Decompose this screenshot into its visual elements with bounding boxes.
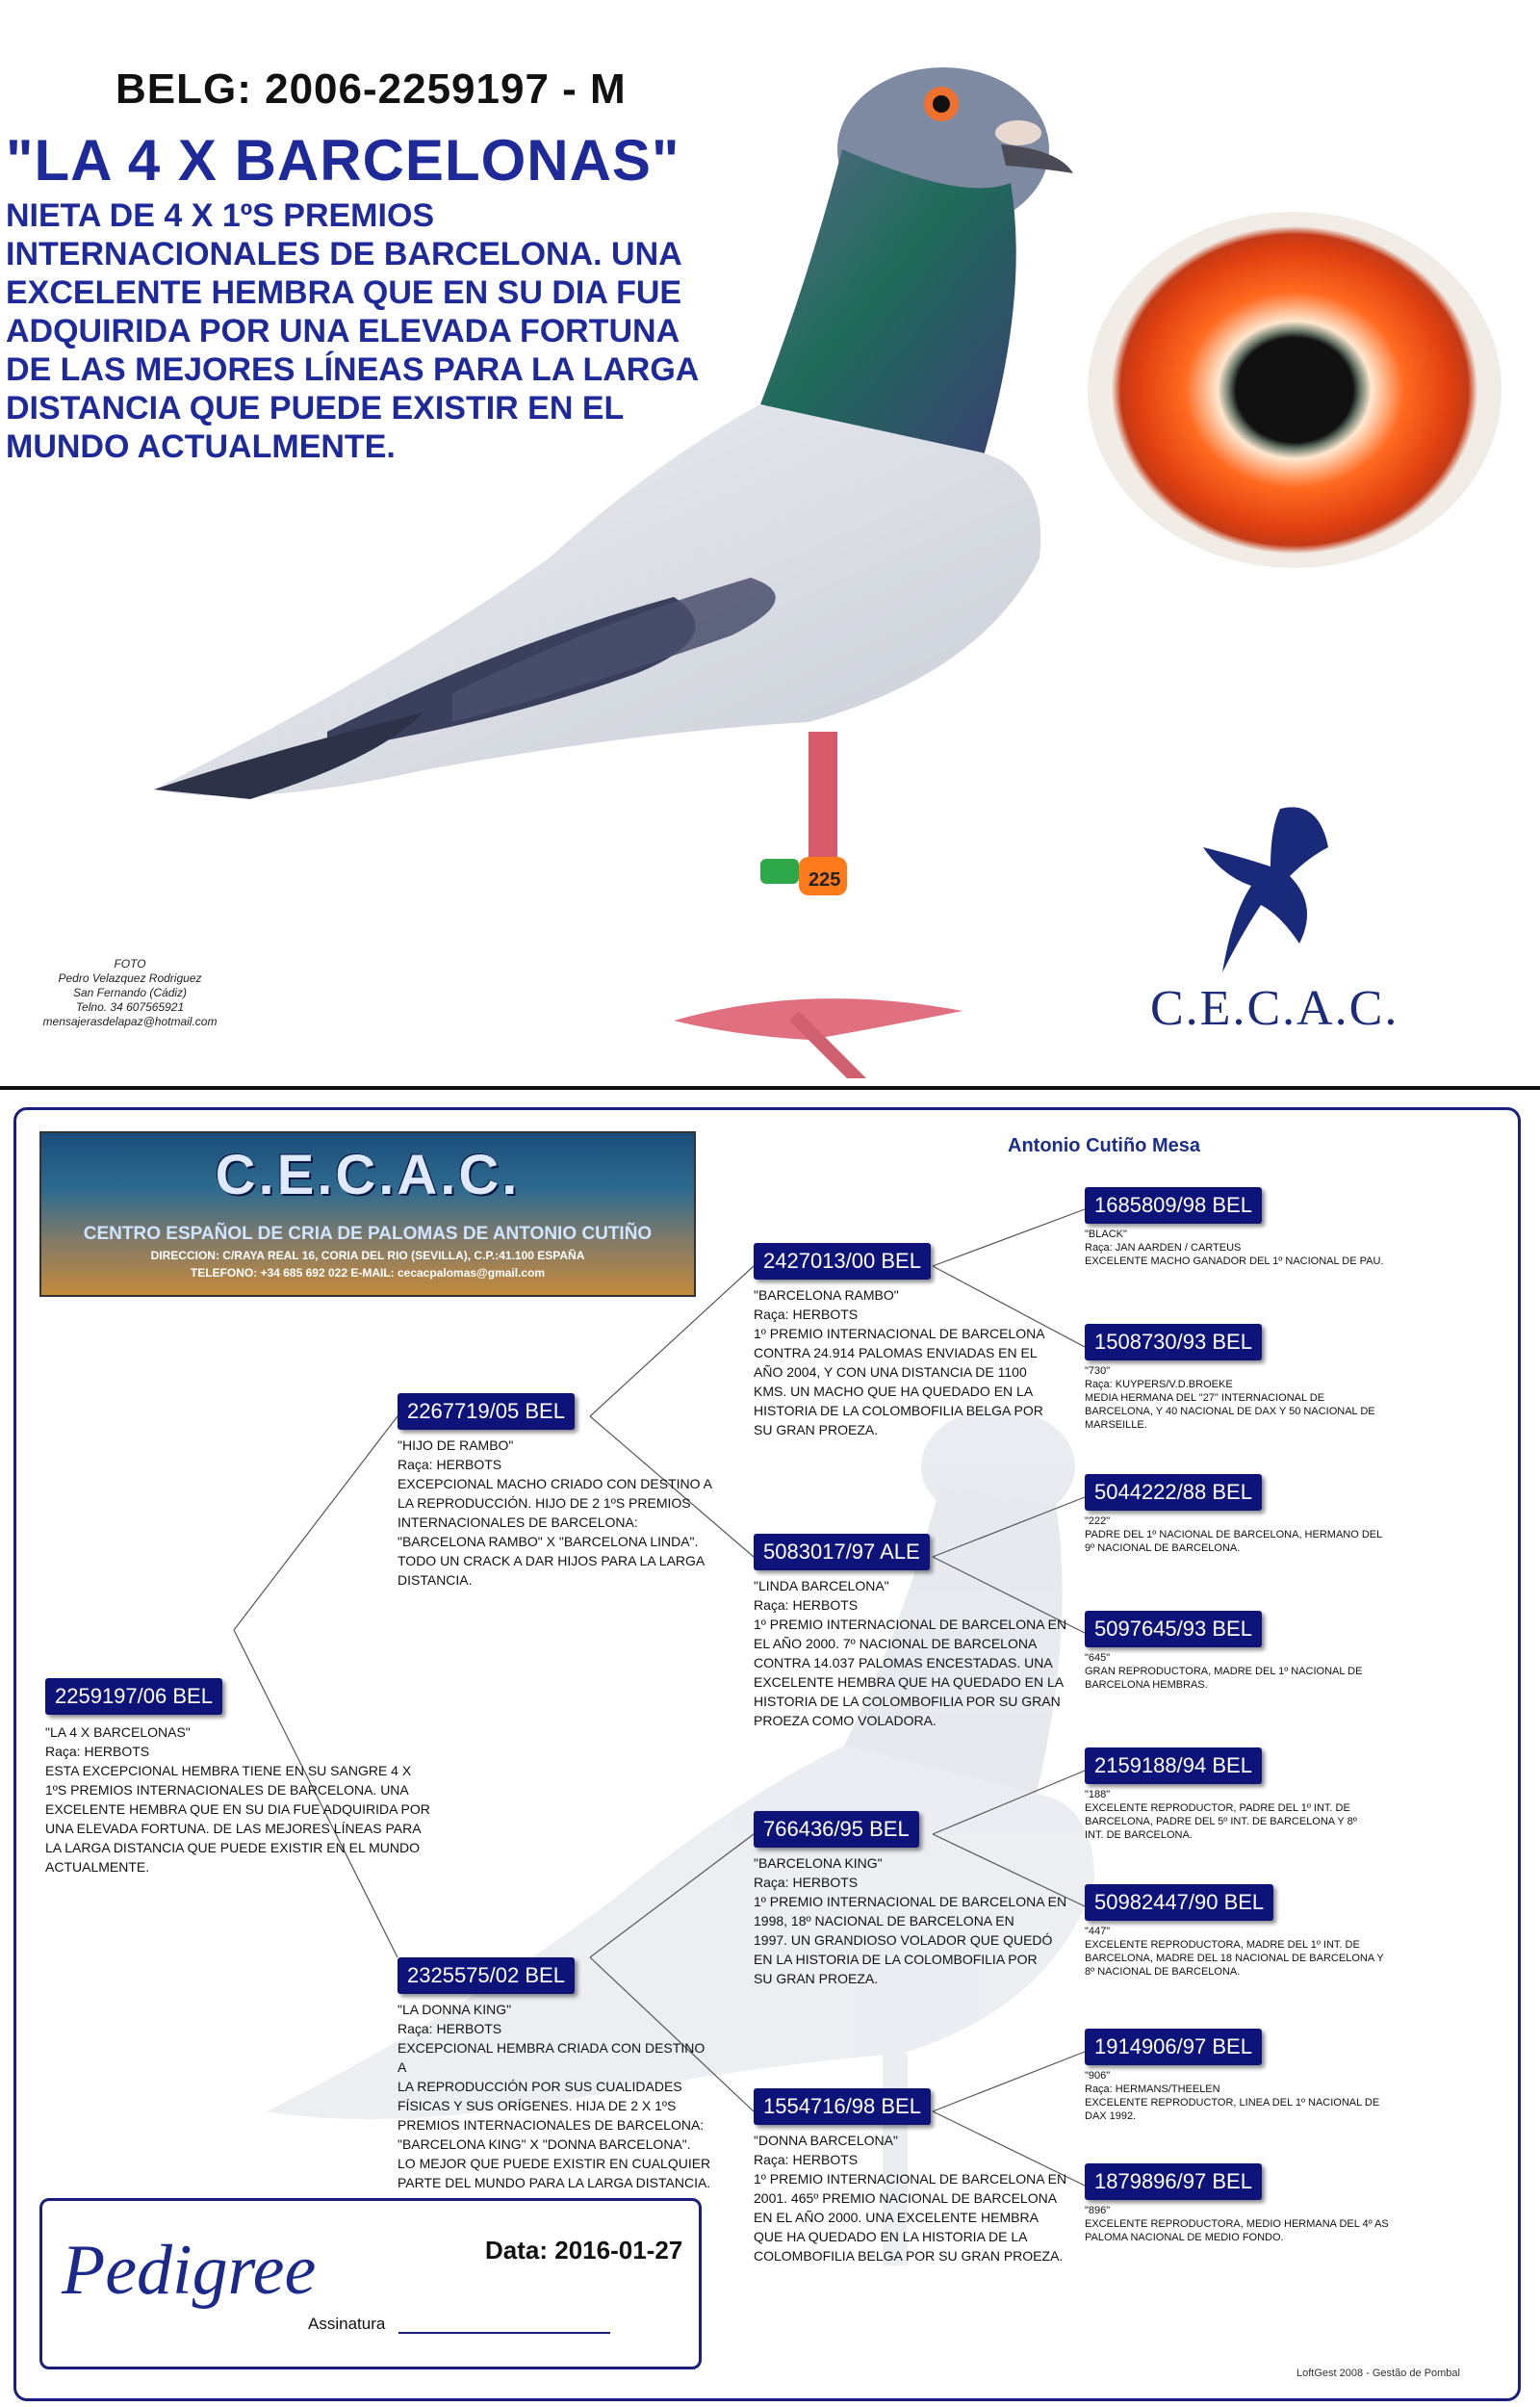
sss-info xyxy=(1085,1228,1479,1268)
info-line: PREMIOS INTERNACIONALES DE BARCELONA: xyxy=(398,2117,705,2133)
info-line: INTERNACIONALES DE BARCELONA: xyxy=(398,1514,638,1530)
info-line: "BARCELONA RAMBO" X "BARCELONA LINDA". xyxy=(398,1534,699,1549)
info-line: Raça: HERBOTS xyxy=(754,1875,859,1890)
sire-ring[interactable]: 2267719/05 BEL xyxy=(398,1393,575,1430)
poster xyxy=(0,0,1540,1088)
info-line: "730" xyxy=(1085,1365,1111,1377)
info-line: "896" xyxy=(1085,2205,1111,2216)
info-line: 1º PREMIO INTERNACIONAL DE BARCELONA EN xyxy=(754,2171,1067,2187)
eye-closeup xyxy=(1078,202,1511,578)
info-line: TODO UN CRACK A DAR HIJOS PARA LA LARGA xyxy=(398,1553,706,1568)
dds-ring[interactable]: 1914906/97 BEL xyxy=(1085,2029,1262,2065)
banner-title: C.E.C.A.C. xyxy=(215,1144,521,1206)
info-line: "BLACK" xyxy=(1085,1229,1127,1240)
info-line: "BARCELONA KING" xyxy=(754,1855,883,1871)
info-line: INT. DE BARCELONA. xyxy=(1085,1829,1193,1841)
info-line: Raça: HERBOTS xyxy=(754,1307,859,1322)
dd-ring[interactable]: 1554716/98 BEL xyxy=(754,2088,931,2125)
info-line: KMS. UN MACHO QUE HA QUEDADO EN LA xyxy=(754,1384,1034,1399)
info-line: LO MEJOR QUE PUEDE EXISTIR EN CUALQUIER xyxy=(398,2156,711,2171)
info-line: CONTRA 14.037 PALOMAS ENCESTADAS. UNA xyxy=(754,1655,1053,1670)
info-line: LA REPRODUCCIÓN. HIJO DE 2 1ºS PREMIOS xyxy=(398,1495,691,1511)
divider xyxy=(0,1086,1540,1090)
dam-ring[interactable]: 2325575/02 BEL xyxy=(398,1957,575,1994)
info-line: BARCELONA, Y 40 NACIONAL DE DAX Y 50 NACIONAL DE xyxy=(1085,1406,1375,1417)
description-line: NIETA DE 4 X 1ºS PREMIOS xyxy=(6,197,435,234)
info-line: 1º PREMIO INTERNACIONAL DE BARCELONA xyxy=(754,1326,1045,1341)
info-line: 1º PREMIO INTERNACIONAL DE BARCELONA EN xyxy=(754,1617,1067,1632)
info-line: MARSEILLE. xyxy=(1085,1419,1147,1431)
pedigree-script-title: Pedigree xyxy=(62,2231,317,2310)
owner-name: Antonio Cutiño Mesa xyxy=(1008,1135,1200,1156)
info-line: "BARCELONA RAMBO" xyxy=(754,1287,899,1303)
info-line: Raça: HERBOTS xyxy=(754,2152,859,2167)
date-label: Data: 2016-01-27 xyxy=(485,2236,683,2265)
info-line: SU GRAN PROEZA. xyxy=(754,1422,879,1437)
sire-info xyxy=(398,1436,715,1590)
dam-info xyxy=(398,2000,715,2192)
info-line: EXCELENTE REPRODUCTORA, MEDIO HERMANA DEL 4º AS xyxy=(1085,2218,1389,2230)
info-line: "645" xyxy=(1085,1652,1111,1664)
info-line: QUE HA QUEDADO EN LA HISTORIA DE LA xyxy=(754,2229,1028,2244)
info-line: EXCELENTE REPRODUCTOR, LINEA DEL 1º NACIONAL DE xyxy=(1085,2097,1380,2109)
sdd-ring[interactable]: 5097645/93 BEL xyxy=(1085,1611,1262,1647)
info-line: EXCELENTE HEMBRA QUE EN SU DIA FUE ADQUIRIDA POR xyxy=(45,1801,430,1817)
signature-label: Assinatura xyxy=(308,2315,386,2333)
root-info xyxy=(45,1722,469,1876)
info-line: "188" xyxy=(1085,1789,1111,1800)
banner-subtitle: CENTRO ESPAÑOL DE CRIA DE PALOMAS DE ANTONIO CUTIÑO xyxy=(83,1224,653,1244)
signature-box xyxy=(39,2198,702,2369)
dsd-ring[interactable]: 50982447/90 BEL xyxy=(1085,1884,1273,1921)
info-line: HISTORIA DE LA COLOMBOFILIA POR SU GRAN xyxy=(754,1694,1061,1709)
photo-credit-line: Pedro Velazquez Rodriguez xyxy=(58,971,202,985)
sds-ring[interactable]: 5044222/88 BEL xyxy=(1085,1474,1262,1511)
info-line: PROEZA COMO VOLADORA. xyxy=(754,1713,937,1728)
description-line: MUNDO ACTUALMENTE. xyxy=(6,428,396,465)
info-line: DAX 1992. xyxy=(1085,2110,1137,2122)
sdd-info xyxy=(1085,1651,1479,1692)
info-line: "BARCELONA KING" X "DONNA BARCELONA". xyxy=(398,2136,691,2152)
info-line: DISTANCIA. xyxy=(398,1572,473,1588)
info-line: EL AÑO 2000. 7º NACIONAL DE BARCELONA xyxy=(754,1636,1038,1651)
description-line: ADQUIRIDA POR UNA ELEVADA FORTUNA xyxy=(6,313,680,349)
ring-band-text: 225 xyxy=(808,869,841,891)
info-line: "LINDA BARCELONA" xyxy=(754,1578,889,1593)
sss-ring[interactable]: 1685809/98 BEL xyxy=(1085,1187,1262,1224)
sd-info xyxy=(754,1576,1071,1730)
info-line: LA LARGA DISTANCIA QUE PUEDE EXISTIR EN EL MUNDO xyxy=(45,1840,420,1855)
info-line: 2001. 465º PREMIO NACIONAL DE BARCELONA xyxy=(754,2190,1058,2206)
sd-ring[interactable]: 5083017/97 ALE xyxy=(754,1534,930,1570)
ss-ring[interactable]: 2427013/00 BEL xyxy=(754,1243,931,1280)
cecac-logo-text: C.E.C.A.C. xyxy=(1150,981,1399,1036)
pedigree-sheet xyxy=(13,1107,1521,2401)
info-line: COLOMBOFILIA BELGA POR SU GRAN PROEZA. xyxy=(754,2248,1064,2264)
info-line: EXCELENTE HEMBRA QUE HA QUEDADO EN LA xyxy=(754,1674,1065,1690)
info-line: "447" xyxy=(1085,1926,1111,1937)
signature-line[interactable] xyxy=(398,2332,610,2334)
info-line: Raça: HERBOTS xyxy=(754,1597,859,1613)
info-line: SU GRAN PROEZA. xyxy=(754,1971,879,1986)
ring-number: BELG: 2006-2259197 - M xyxy=(116,65,627,113)
description-line: DE LAS MEJORES LÍNEAS PARA LA LARGA xyxy=(6,351,700,388)
root-ring[interactable]: 2259197/06 BEL xyxy=(45,1678,222,1715)
description-line: INTERNACIONALES DE BARCELONA. UNA xyxy=(6,236,682,272)
description-line: DISTANCIA QUE PUEDE EXISTIR EN EL xyxy=(6,390,625,427)
photo-credit-line: mensajerasdelapaz@hotmail.com xyxy=(42,1015,218,1028)
ds-info xyxy=(754,1853,1071,1988)
ssd-info xyxy=(1085,1364,1479,1432)
sds-info xyxy=(1085,1514,1479,1555)
info-line: 9º NACIONAL DE BARCELONA. xyxy=(1085,1542,1241,1554)
info-line: Raça: HERBOTS xyxy=(398,1457,502,1472)
ddd-info xyxy=(1085,2204,1479,2244)
info-line: "DONNA BARCELONA" xyxy=(754,2133,898,2148)
info-line: "222" xyxy=(1085,1515,1111,1527)
dsd-info xyxy=(1085,1925,1479,1979)
info-line: PALOMA NACIONAL DE MEDIO FONDO. xyxy=(1085,2232,1284,2243)
info-line: "LA 4 X BARCELONAS" xyxy=(45,1724,191,1740)
info-line: 1º PREMIO INTERNACIONAL DE BARCELONA EN xyxy=(754,1894,1067,1909)
info-line: Raça: KUYPERS/V.D.BROEKE xyxy=(1085,1379,1233,1390)
pigeon-name: "LA 4 X BARCELONAS" xyxy=(6,128,680,193)
dds-info xyxy=(1085,2069,1479,2123)
info-line: BARCELONA, MADRE DEL 18 NACIONAL DE BARCELONA Y xyxy=(1085,1953,1384,1964)
info-line: EN LA HISTORIA DE LA COLOMBOFILIA POR xyxy=(754,1952,1038,1967)
info-line: Raça: HERMANS/THEELEN xyxy=(1085,2083,1220,2095)
banner-address: DIRECCION: C/RAYA REAL 16, CORIA DEL RIO (SEVILLA), C.P.:41.100 ESPAÑA xyxy=(150,1249,585,1262)
photo-credit-line: San Fernando (Cádiz) xyxy=(72,986,188,999)
info-line: LA REPRODUCCIÓN POR SUS CUALIDADES xyxy=(398,2079,682,2094)
ssd-ring[interactable]: 1508730/93 BEL xyxy=(1085,1324,1262,1360)
info-line: BARCELONA, PADRE DEL 5º INT. DE BARCELONA Y 8º xyxy=(1085,1816,1357,1827)
info-line: AÑO 2004, Y CON UNA DISTANCIA DE 1100 xyxy=(754,1364,1027,1380)
photo-credit xyxy=(19,957,241,1029)
info-line: EXCELENTE REPRODUCTORA, MADRE DEL 1º INT. DE xyxy=(1085,1939,1360,1951)
info-line: 8º NACIONAL DE BARCELONA. xyxy=(1085,1966,1241,1978)
description-line: EXCELENTE HEMBRA QUE EN SU DIA FUE xyxy=(6,274,682,311)
info-line: PARTE DEL MUNDO PARA LA LARGA DISTANCIA. xyxy=(398,2175,711,2190)
info-line: EXCEPCIONAL MACHO CRIADO CON DESTINO A xyxy=(398,1476,712,1491)
dss-info xyxy=(1085,1788,1479,1842)
info-line: FÍSICAS Y SUS ORÍGENES. HIJA DE 2 X 1ºS xyxy=(398,2098,677,2113)
info-line: UNA ELEVADA FORTUNA. DE LAS MEJORES LÍNEAS PARA xyxy=(45,1821,422,1836)
info-line: PADRE DEL 1º NACIONAL DE BARCELONA, HERMANO DEL xyxy=(1085,1529,1383,1540)
info-line: EXCELENTE REPRODUCTOR, PADRE DEL 1º INT. DE xyxy=(1085,1802,1350,1814)
info-line: "906" xyxy=(1085,2070,1111,2082)
dd-info xyxy=(754,2131,1071,2265)
ddd-ring[interactable]: 1879896/97 BEL xyxy=(1085,2163,1262,2200)
info-line: 1ºS PREMIOS INTERNACIONALES DE BARCELONA. UNA xyxy=(45,1782,409,1798)
cecac-bird-logo xyxy=(1184,789,1357,982)
info-line: EXCELENTE MACHO GANADOR DEL 1º NACIONAL DE PAU. xyxy=(1085,1255,1384,1267)
info-line: "LA DONNA KING" xyxy=(398,2002,512,2017)
info-line: 1998, 18º NACIONAL DE BARCELONA EN xyxy=(754,1913,1014,1928)
info-line: Raça: HERBOTS xyxy=(45,1744,150,1759)
info-line: CONTRA 24.914 PALOMAS ENVIADAS EN EL xyxy=(754,1345,1038,1360)
info-line: GRAN REPRODUCTORA, MADRE DEL 1º NACIONAL DE xyxy=(1085,1666,1363,1677)
dss-ring[interactable]: 2159188/94 BEL xyxy=(1085,1747,1262,1784)
info-line: MEDIA HERMANA DEL "27" INTERNACIONAL DE xyxy=(1085,1392,1325,1404)
photo-credit-line: FOTO xyxy=(114,957,146,971)
ds-ring[interactable]: 766436/95 BEL xyxy=(754,1811,919,1848)
ss-info xyxy=(754,1285,1071,1439)
photo-credit-line: Telno. 34 607565921 xyxy=(75,1000,185,1014)
info-line: ACTUALMENTE. xyxy=(45,1859,150,1875)
info-line: 1997. UN GRANDIOSO VOLADOR QUE QUEDÓ xyxy=(754,1932,1053,1948)
info-line: Raça: JAN AARDEN / CARTEUS xyxy=(1085,1242,1242,1254)
info-line: HISTORIA DE LA COLOMBOFILIA BELGA POR xyxy=(754,1403,1043,1418)
info-line: Raça: HERBOTS xyxy=(398,2021,502,2036)
footer-credit: LoftGest 2008 - Gestão de Pombal xyxy=(1296,2368,1460,2379)
info-line: EN EL AÑO 2000. UNA EXCELENTE HEMBRA xyxy=(754,2210,1039,2225)
banner-contact: TELEFONO: +34 685 692 022 E-MAIL: cecacpalomas@gmail.com xyxy=(190,1266,546,1280)
pigeon-photo xyxy=(135,58,1078,1088)
info-line: ESTA EXCEPCIONAL HEMBRA TIENE EN SU SANGRE 4 X xyxy=(45,1763,412,1778)
info-line: EXCEPCIONAL HEMBRA CRIADA CON DESTINO A xyxy=(398,2040,706,2075)
info-line: "HIJO DE RAMBO" xyxy=(398,1437,514,1453)
info-line: BARCELONA HEMBRAS. xyxy=(1085,1679,1208,1691)
